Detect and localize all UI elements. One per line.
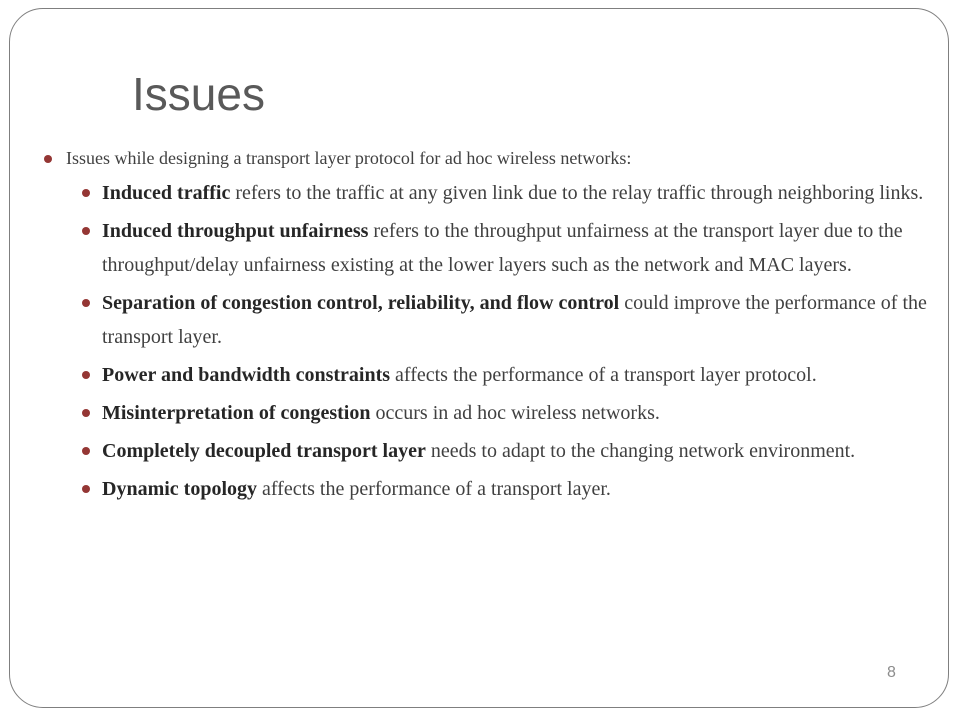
issue-description: could improve the performance of the transport layer. bbox=[102, 292, 927, 348]
bullet-dot-icon bbox=[82, 485, 90, 493]
intro-bullet bbox=[44, 142, 942, 175]
issue-description: affects the performance of a transport layer. bbox=[257, 478, 611, 500]
page-number: 8 bbox=[887, 664, 896, 681]
slide-content bbox=[44, 142, 942, 510]
issue-term: Dynamic topology bbox=[102, 478, 257, 500]
slide-title: Issues bbox=[132, 68, 265, 120]
bullet-dot-icon bbox=[82, 409, 90, 417]
issue-list bbox=[44, 176, 942, 506]
bullet-dot-icon bbox=[82, 371, 90, 379]
issue-item-misinterpretation-of-congestion bbox=[102, 396, 942, 430]
issue-term: Completely decoupled transport layer bbox=[102, 440, 426, 462]
issue-term: Induced traffic bbox=[102, 182, 231, 204]
issue-description: occurs in ad hoc wireless networks. bbox=[370, 402, 660, 424]
issue-item-induced-throughput-unfairness bbox=[102, 214, 942, 282]
issue-description: affects the performance of a transport layer protocol. bbox=[390, 364, 817, 386]
issue-item-separation-of-control bbox=[102, 286, 942, 354]
bullet-dot-icon bbox=[82, 447, 90, 455]
issue-description: needs to adapt to the changing network environment. bbox=[425, 440, 856, 462]
bullet-dot-icon bbox=[82, 227, 90, 235]
bullet-dot-icon bbox=[44, 155, 52, 163]
issue-description: refers to the throughput unfairness at the transport layer due to the throughput/delay unfairness existing at the lower layers such as the network and MAC layers. bbox=[102, 220, 903, 276]
intro-text: Issues while designing a transport layer protocol for ad hoc wireless networks: bbox=[66, 148, 632, 168]
issue-item-decoupled-transport-layer bbox=[102, 434, 942, 468]
issue-term: Power and bandwidth constraints bbox=[102, 364, 391, 386]
bullet-dot-icon bbox=[82, 299, 90, 307]
issue-item-dynamic-topology bbox=[102, 472, 942, 506]
issue-term: Separation of congestion control, reliability, and flow control bbox=[102, 292, 620, 314]
bullet-dot-icon bbox=[82, 189, 90, 197]
issue-description: refers to the traffic at any given link due to the relay traffic through neighboring links. bbox=[230, 182, 924, 204]
issue-term: Induced throughput unfairness bbox=[102, 220, 369, 242]
issue-term: Misinterpretation of congestion bbox=[102, 402, 371, 424]
issue-item-power-bandwidth bbox=[102, 358, 942, 392]
issue-item-induced-traffic bbox=[102, 176, 942, 210]
